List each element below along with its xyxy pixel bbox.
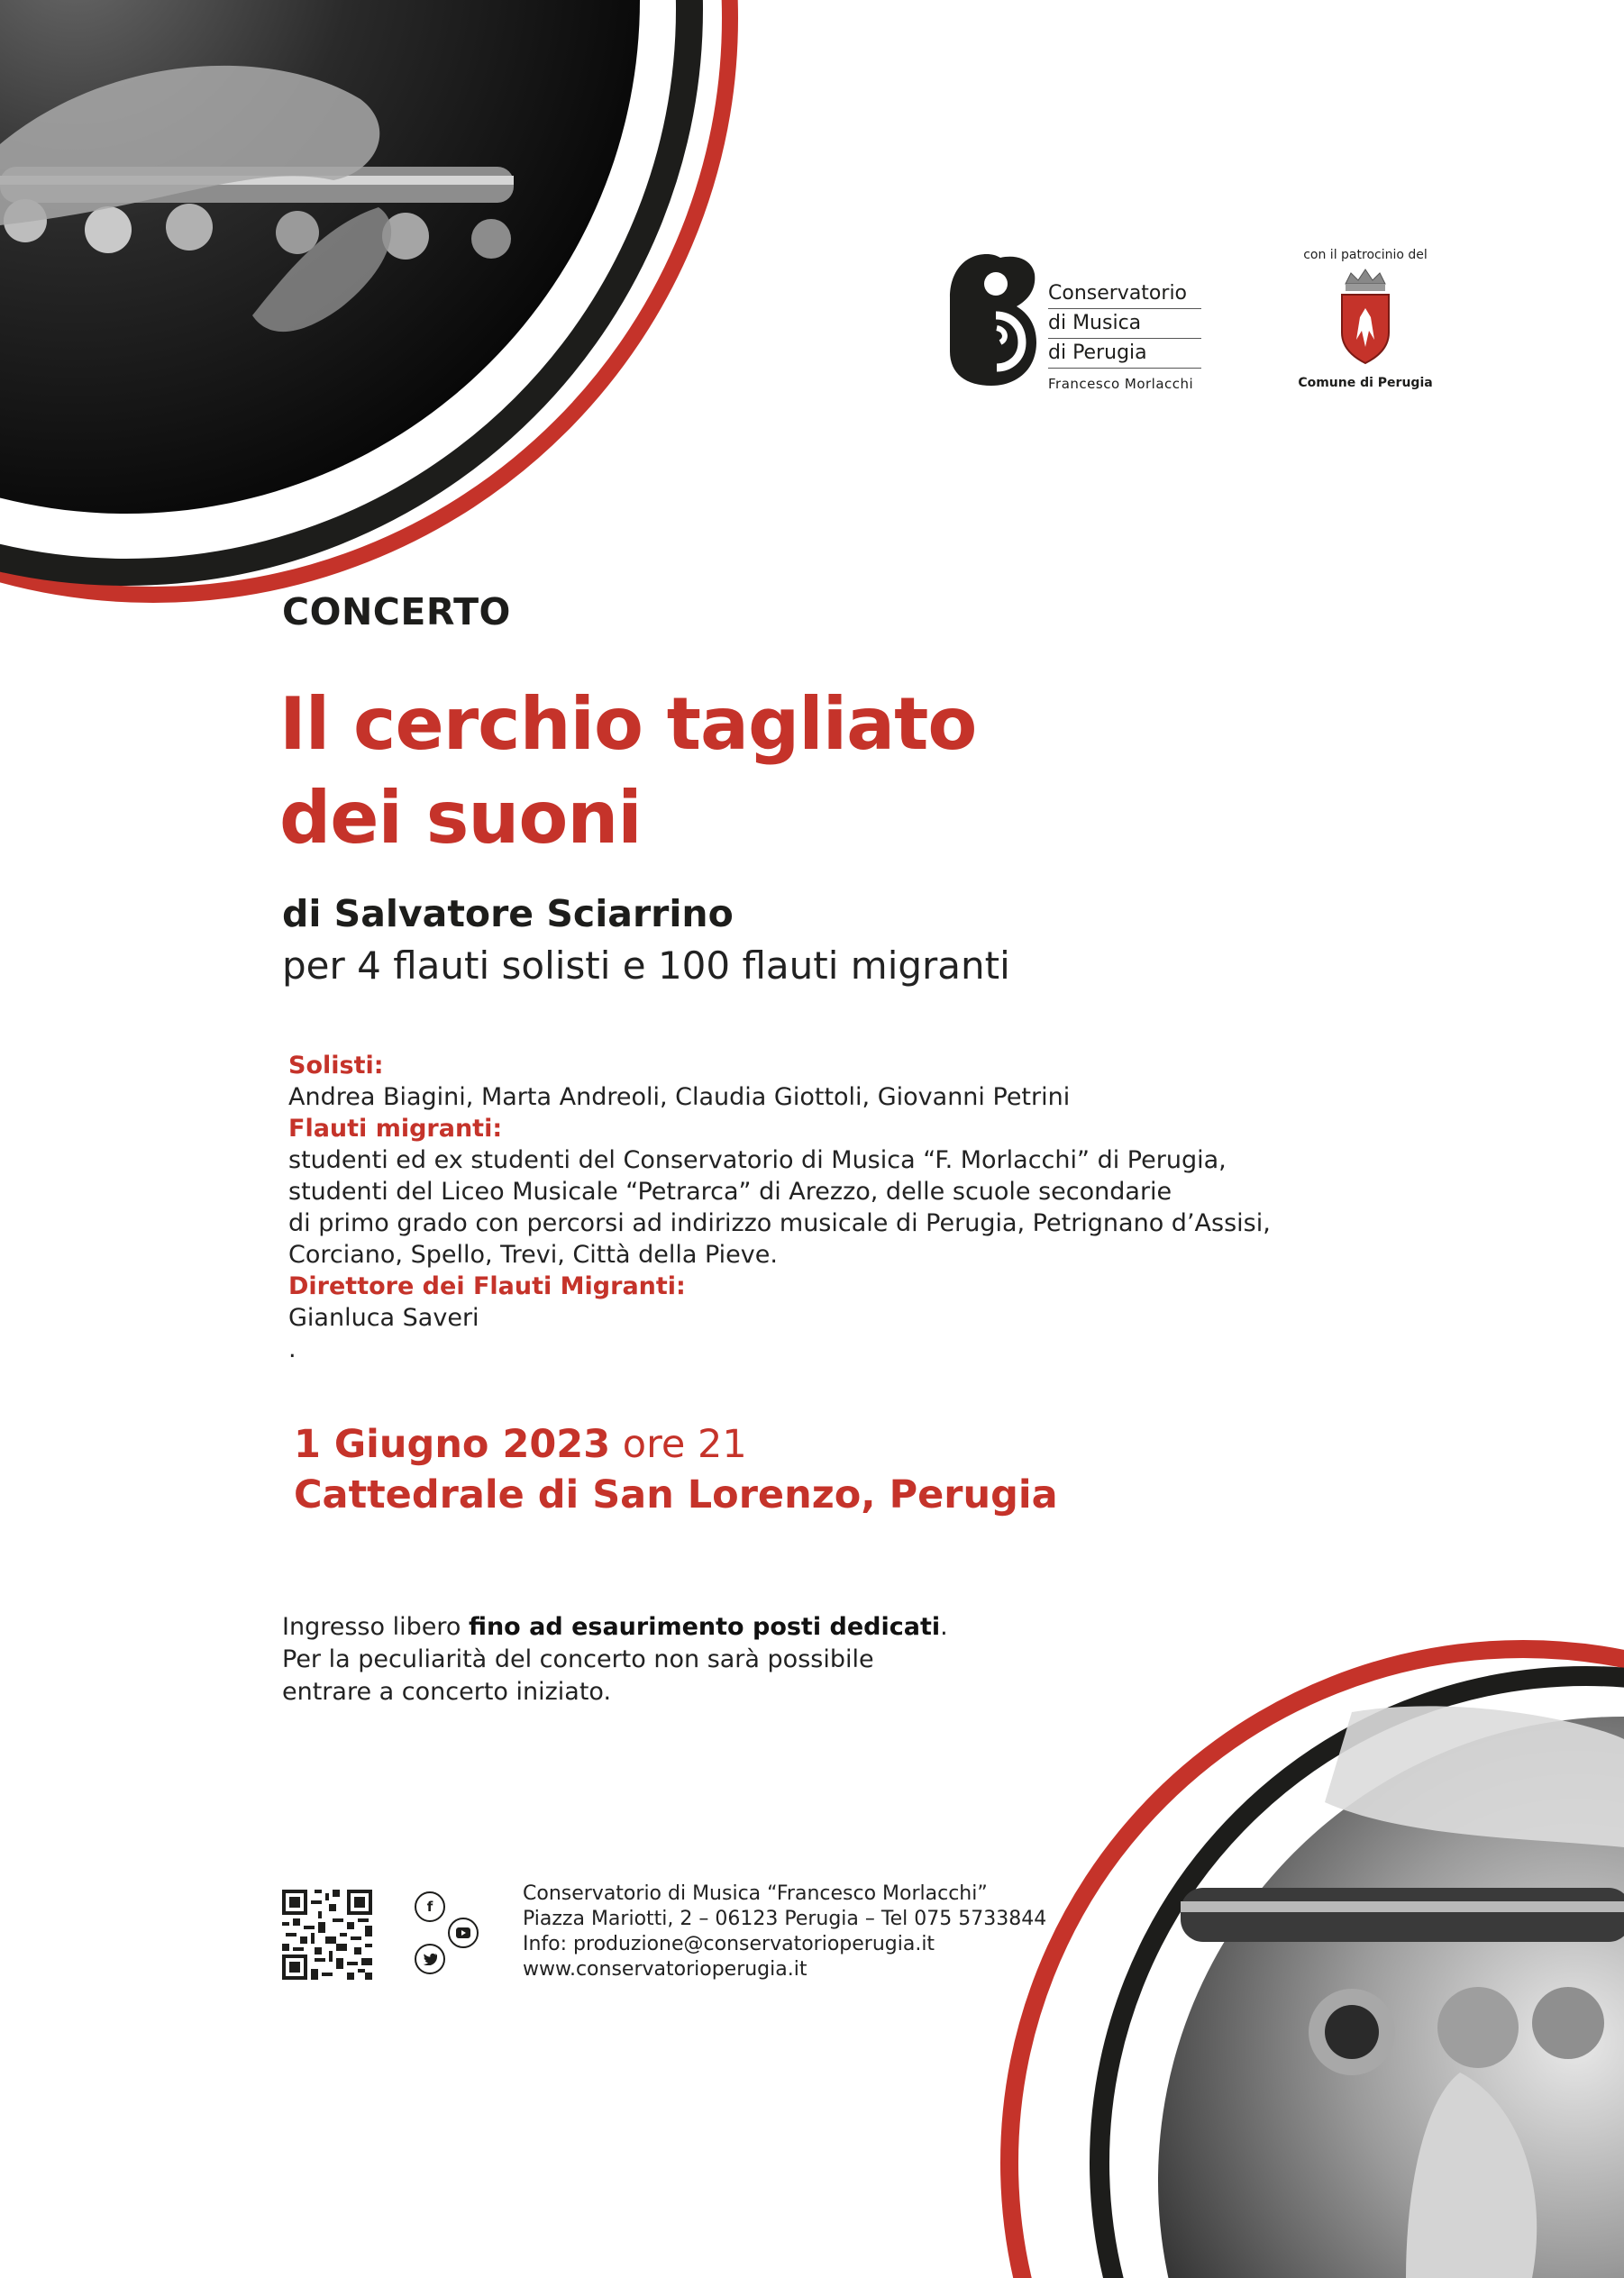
migranti-line: di primo grado con percorsi ad indirizzo musicale di Perugia, Petrignano d’Assisi, (288, 1209, 1271, 1237)
notice-line-2: Per la peculiarità del concerto non sarà possibile (282, 1645, 874, 1673)
logo-line-4: Francesco Morlacchi (1048, 376, 1194, 392)
solisti-names: Andrea Biagini, Marta Andreoli, Claudia Giottoli, Giovanni Petrini (288, 1083, 1071, 1111)
author: di Salvatore Sciarrino (282, 892, 734, 935)
direttore-name: Gianluca Saveri (288, 1304, 479, 1332)
twitter-bird-icon (423, 1953, 437, 1965)
twitter-icon[interactable] (415, 1944, 445, 1974)
qr-code-icon[interactable] (282, 1890, 372, 1980)
logo-line-2: di Musica (1048, 309, 1201, 339)
patronage-caption: con il patrocinio del (1303, 248, 1428, 262)
schedule (294, 1419, 1058, 1520)
event-venue: Cattedrale di San Lorenzo, Perugia (294, 1472, 1058, 1517)
notice-line-1b: fino ad esaurimento posti dedicati (468, 1613, 941, 1641)
title-line-1: Il cerchio tagliato (279, 682, 977, 766)
direttore-label: Direttore dei Flauti Migranti: (288, 1272, 686, 1300)
migranti-line: studenti ed ex studenti del Conservatorio di Musica “F. Morlacchi” di Perugia, (288, 1146, 1227, 1174)
contact-email[interactable]: Info: produzione@conservatorioperugia.it (523, 1933, 935, 1955)
conservatorio-logo (946, 252, 1208, 392)
event-time: ore 21 (622, 1422, 747, 1467)
logo-line-1: Conservatorio (1048, 279, 1201, 309)
patronage-name: Comune di Perugia (1298, 376, 1433, 390)
entry-notice (282, 1611, 948, 1708)
title-line-2: dei suoni (279, 776, 642, 860)
event-title (279, 678, 976, 865)
contacts (523, 1882, 1046, 1982)
youtube-play-icon (456, 1927, 470, 1938)
trailing-dot: . (288, 1335, 297, 1363)
notice-line-1c: . (940, 1613, 948, 1641)
contact-address: Piazza Mariotti, 2 – 06123 Perugia – Tel 075 5733844 (523, 1908, 1047, 1930)
credits (288, 1050, 1271, 1365)
event-date: 1 Giugno 2023 (294, 1422, 611, 1467)
subtitle: per 4 flauti solisti e 100 flauti migranti (282, 943, 1010, 988)
migranti-line: Corciano, Spello, Trevi, Città della Pieve. (288, 1241, 778, 1269)
migranti-line: studenti del Liceo Musicale “Petrarca” di Arezzo, delle scuole secondarie (288, 1178, 1172, 1206)
migranti-label: Flauti migranti: (288, 1115, 503, 1143)
facebook-icon[interactable]: f (415, 1891, 445, 1922)
contact-website[interactable]: www.conservatorioperugia.it (523, 1958, 807, 1981)
notice-line-3: entrare a concerto iniziato. (282, 1678, 612, 1706)
notice-line-1a: Ingresso libero (282, 1613, 469, 1641)
youtube-icon[interactable] (448, 1918, 479, 1948)
contact-name: Conservatorio di Musica “Francesco Morlacchi” (523, 1882, 988, 1905)
solisti-label: Solisti: (288, 1052, 384, 1080)
coat-of-arms-icon (1338, 268, 1392, 367)
event-kind: CONCERTO (282, 590, 511, 633)
logo-line-3: di Perugia (1048, 339, 1201, 369)
conservatorio-mark-icon (946, 252, 1045, 387)
patronage-block (1280, 248, 1451, 390)
